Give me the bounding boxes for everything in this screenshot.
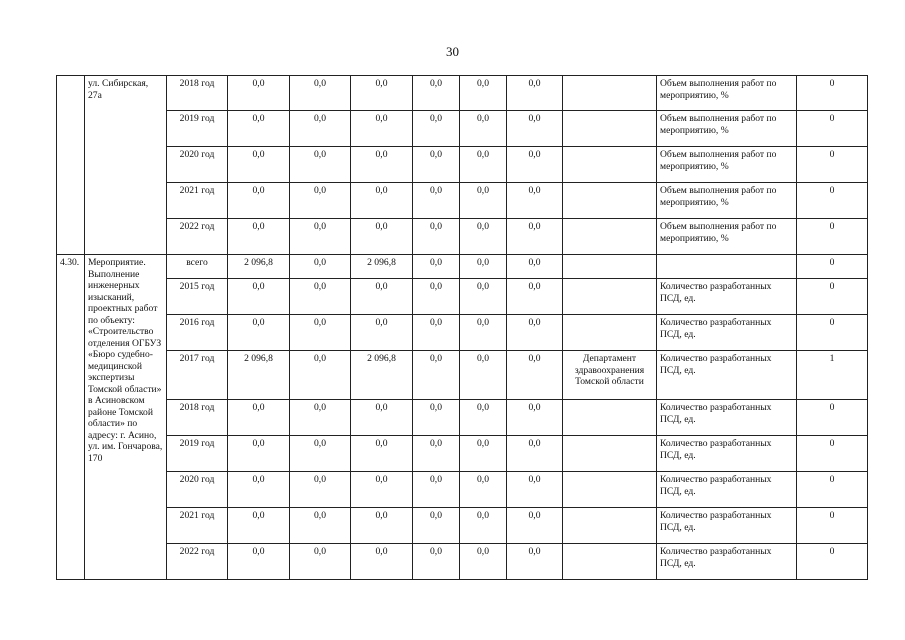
value-cell: 0,0: [507, 111, 563, 147]
year-cell: 2021 год: [167, 183, 228, 219]
value-cell: 0,0: [460, 147, 507, 183]
value-cell: 0,0: [507, 315, 563, 351]
table-row: [57, 76, 868, 111]
indicator-cell: Количество разработанных ПСД, ед.: [657, 472, 797, 508]
value-cell: 0,0: [460, 436, 507, 472]
year-cell: 2022 год: [167, 219, 228, 255]
value-cell: 0,0: [413, 544, 460, 580]
value-cell: 0,0: [228, 76, 290, 111]
value-cell: 0,0: [507, 400, 563, 436]
value-cell: 0,0: [413, 279, 460, 315]
table-row: [57, 219, 868, 255]
indicator-cell: Количество разработанных ПСД, ед.: [657, 351, 797, 400]
value-cell: 0,0: [460, 219, 507, 255]
value-cell: 0,0: [351, 544, 413, 580]
value-cell: 2 096,8: [228, 255, 290, 279]
indicator-value-cell: 0: [797, 400, 868, 436]
value-cell: 0,0: [228, 472, 290, 508]
page-number: 30: [446, 44, 459, 59]
executor-cell: [563, 183, 657, 219]
value-cell: 0,0: [413, 436, 460, 472]
year-cell: 2019 год: [167, 436, 228, 472]
value-cell: 0,0: [460, 255, 507, 279]
value-cell: 0,0: [351, 111, 413, 147]
value-cell: 0,0: [290, 472, 351, 508]
year-cell: 2018 год: [167, 400, 228, 436]
table-row: [57, 315, 868, 351]
indicator-cell: Количество разработанных ПСД, ед.: [657, 436, 797, 472]
value-cell: 0,0: [351, 76, 413, 111]
value-cell: 0,0: [228, 219, 290, 255]
indicator-value-cell: 1: [797, 351, 868, 400]
value-cell: 0,0: [228, 315, 290, 351]
index-cell: [57, 76, 85, 255]
value-cell: 0,0: [290, 147, 351, 183]
value-cell: 0,0: [228, 147, 290, 183]
value-cell: 0,0: [413, 472, 460, 508]
value-cell: 0,0: [228, 544, 290, 580]
value-cell: 0,0: [228, 508, 290, 544]
indicator-cell: Объем выполнения работ по мероприятию, %: [657, 76, 797, 111]
year-cell: 2020 год: [167, 147, 228, 183]
value-cell: 0,0: [460, 76, 507, 111]
indicator-cell: Объем выполнения работ по мероприятию, %: [657, 147, 797, 183]
indicator-value-cell: 0: [797, 315, 868, 351]
indicator-value-cell: 0: [797, 111, 868, 147]
value-cell: 0,0: [351, 400, 413, 436]
value-cell: 2 096,8: [228, 351, 290, 400]
value-cell: 0,0: [228, 436, 290, 472]
indicator-value-cell: 0: [797, 183, 868, 219]
value-cell: 0,0: [460, 508, 507, 544]
executor-cell: [563, 76, 657, 111]
value-cell: 0,0: [413, 183, 460, 219]
value-cell: 0,0: [290, 76, 351, 111]
value-cell: 0,0: [351, 219, 413, 255]
table-row: [57, 279, 868, 315]
value-cell: 0,0: [507, 76, 563, 111]
value-cell: 0,0: [290, 255, 351, 279]
value-cell: 0,0: [290, 508, 351, 544]
table-row: [57, 351, 868, 400]
value-cell: 0,0: [507, 508, 563, 544]
indicator-cell: Объем выполнения работ по мероприятию, %: [657, 219, 797, 255]
value-cell: 0,0: [351, 147, 413, 183]
table-row: [57, 400, 868, 436]
value-cell: 0,0: [413, 76, 460, 111]
executor-cell: [563, 219, 657, 255]
year-cell: 2021 год: [167, 508, 228, 544]
indicator-cell: Количество разработанных ПСД, ед.: [657, 400, 797, 436]
value-cell: 0,0: [351, 183, 413, 219]
value-cell: 0,0: [507, 147, 563, 183]
value-cell: 0,0: [290, 544, 351, 580]
value-cell: 0,0: [507, 255, 563, 279]
index-cell: 4.30.: [57, 255, 85, 580]
indicator-cell: Количество разработанных ПСД, ед.: [657, 279, 797, 315]
executor-cell: [563, 147, 657, 183]
table-row: [57, 111, 868, 147]
value-cell: 0,0: [413, 508, 460, 544]
value-cell: 0,0: [290, 436, 351, 472]
value-cell: 0,0: [351, 472, 413, 508]
indicator-value-cell: 0: [797, 508, 868, 544]
value-cell: 0,0: [351, 508, 413, 544]
value-cell: 0,0: [228, 183, 290, 219]
value-cell: 0,0: [351, 436, 413, 472]
value-cell: 0,0: [413, 400, 460, 436]
value-cell: 0,0: [507, 183, 563, 219]
indicator-value-cell: 0: [797, 544, 868, 580]
value-cell: 0,0: [413, 111, 460, 147]
value-cell: 0,0: [290, 400, 351, 436]
value-cell: 0,0: [460, 279, 507, 315]
executor-cell: Департамент здравоохранения Томской области: [563, 351, 657, 400]
value-cell: 0,0: [413, 147, 460, 183]
indicator-cell: [657, 255, 797, 279]
executor-cell: [563, 315, 657, 351]
year-cell: 2020 год: [167, 472, 228, 508]
event-name-cell: ул. Сибирская, 27а: [85, 76, 167, 255]
value-cell: 0,0: [290, 219, 351, 255]
value-cell: 0,0: [460, 351, 507, 400]
indicator-cell: Количество разработанных ПСД, ед.: [657, 508, 797, 544]
executor-cell: [563, 279, 657, 315]
table-row: [57, 255, 868, 279]
value-cell: 0,0: [228, 279, 290, 315]
value-cell: 0,0: [413, 315, 460, 351]
indicator-cell: Количество разработанных ПСД, ед.: [657, 544, 797, 580]
executor-cell: [563, 544, 657, 580]
value-cell: 0,0: [413, 351, 460, 400]
year-cell: 2015 год: [167, 279, 228, 315]
indicator-value-cell: 0: [797, 472, 868, 508]
table-row: [57, 436, 868, 472]
indicator-value-cell: 0: [797, 76, 868, 111]
value-cell: 0,0: [507, 544, 563, 580]
program-table: [56, 75, 868, 580]
indicator-cell: Объем выполнения работ по мероприятию, %: [657, 183, 797, 219]
value-cell: 0,0: [460, 472, 507, 508]
year-cell: всего: [167, 255, 228, 279]
value-cell: 0,0: [290, 315, 351, 351]
value-cell: 0,0: [460, 111, 507, 147]
value-cell: 0,0: [507, 472, 563, 508]
year-cell: 2017 год: [167, 351, 228, 400]
executor-cell: [563, 255, 657, 279]
table-row: [57, 508, 868, 544]
indicator-value-cell: 0: [797, 436, 868, 472]
value-cell: 0,0: [351, 315, 413, 351]
value-cell: 0,0: [507, 351, 563, 400]
value-cell: 0,0: [351, 279, 413, 315]
indicator-value-cell: 0: [797, 255, 868, 279]
indicator-value-cell: 0: [797, 147, 868, 183]
indicator-value-cell: 0: [797, 219, 868, 255]
value-cell: 0,0: [413, 255, 460, 279]
indicator-value-cell: 0: [797, 279, 868, 315]
executor-cell: [563, 436, 657, 472]
year-cell: 2022 год: [167, 544, 228, 580]
executor-cell: [563, 111, 657, 147]
executor-cell: [563, 472, 657, 508]
table-row: [57, 183, 868, 219]
value-cell: 0,0: [228, 400, 290, 436]
value-cell: 0,0: [460, 183, 507, 219]
value-cell: 0,0: [228, 111, 290, 147]
value-cell: 0,0: [290, 351, 351, 400]
value-cell: 2 096,8: [351, 351, 413, 400]
value-cell: 0,0: [460, 400, 507, 436]
indicator-cell: Объем выполнения работ по мероприятию, %: [657, 111, 797, 147]
table-row: [57, 147, 868, 183]
value-cell: 0,0: [413, 219, 460, 255]
value-cell: 0,0: [507, 219, 563, 255]
event-name-cell: Мероприятие. Выполнение инженерных изысканий, проектных работ по объекту: «Строительство отделения ОГБУЗ «Бюро судебно-медицинской экспертизы Томской области» в Асиновском районе Томской области» по адресу: г. Асино, ул. им. Гончарова, 170: [85, 255, 167, 580]
value-cell: 0,0: [507, 436, 563, 472]
year-cell: 2018 год: [167, 76, 228, 111]
indicator-cell: Количество разработанных ПСД, ед.: [657, 315, 797, 351]
value-cell: 0,0: [290, 183, 351, 219]
table-row: [57, 544, 868, 580]
value-cell: 0,0: [290, 111, 351, 147]
value-cell: 0,0: [290, 279, 351, 315]
year-cell: 2019 год: [167, 111, 228, 147]
value-cell: 0,0: [460, 315, 507, 351]
executor-cell: [563, 400, 657, 436]
value-cell: 0,0: [460, 544, 507, 580]
value-cell: 0,0: [507, 279, 563, 315]
executor-cell: [563, 508, 657, 544]
year-cell: 2016 год: [167, 315, 228, 351]
value-cell: 2 096,8: [351, 255, 413, 279]
table-row: [57, 472, 868, 508]
